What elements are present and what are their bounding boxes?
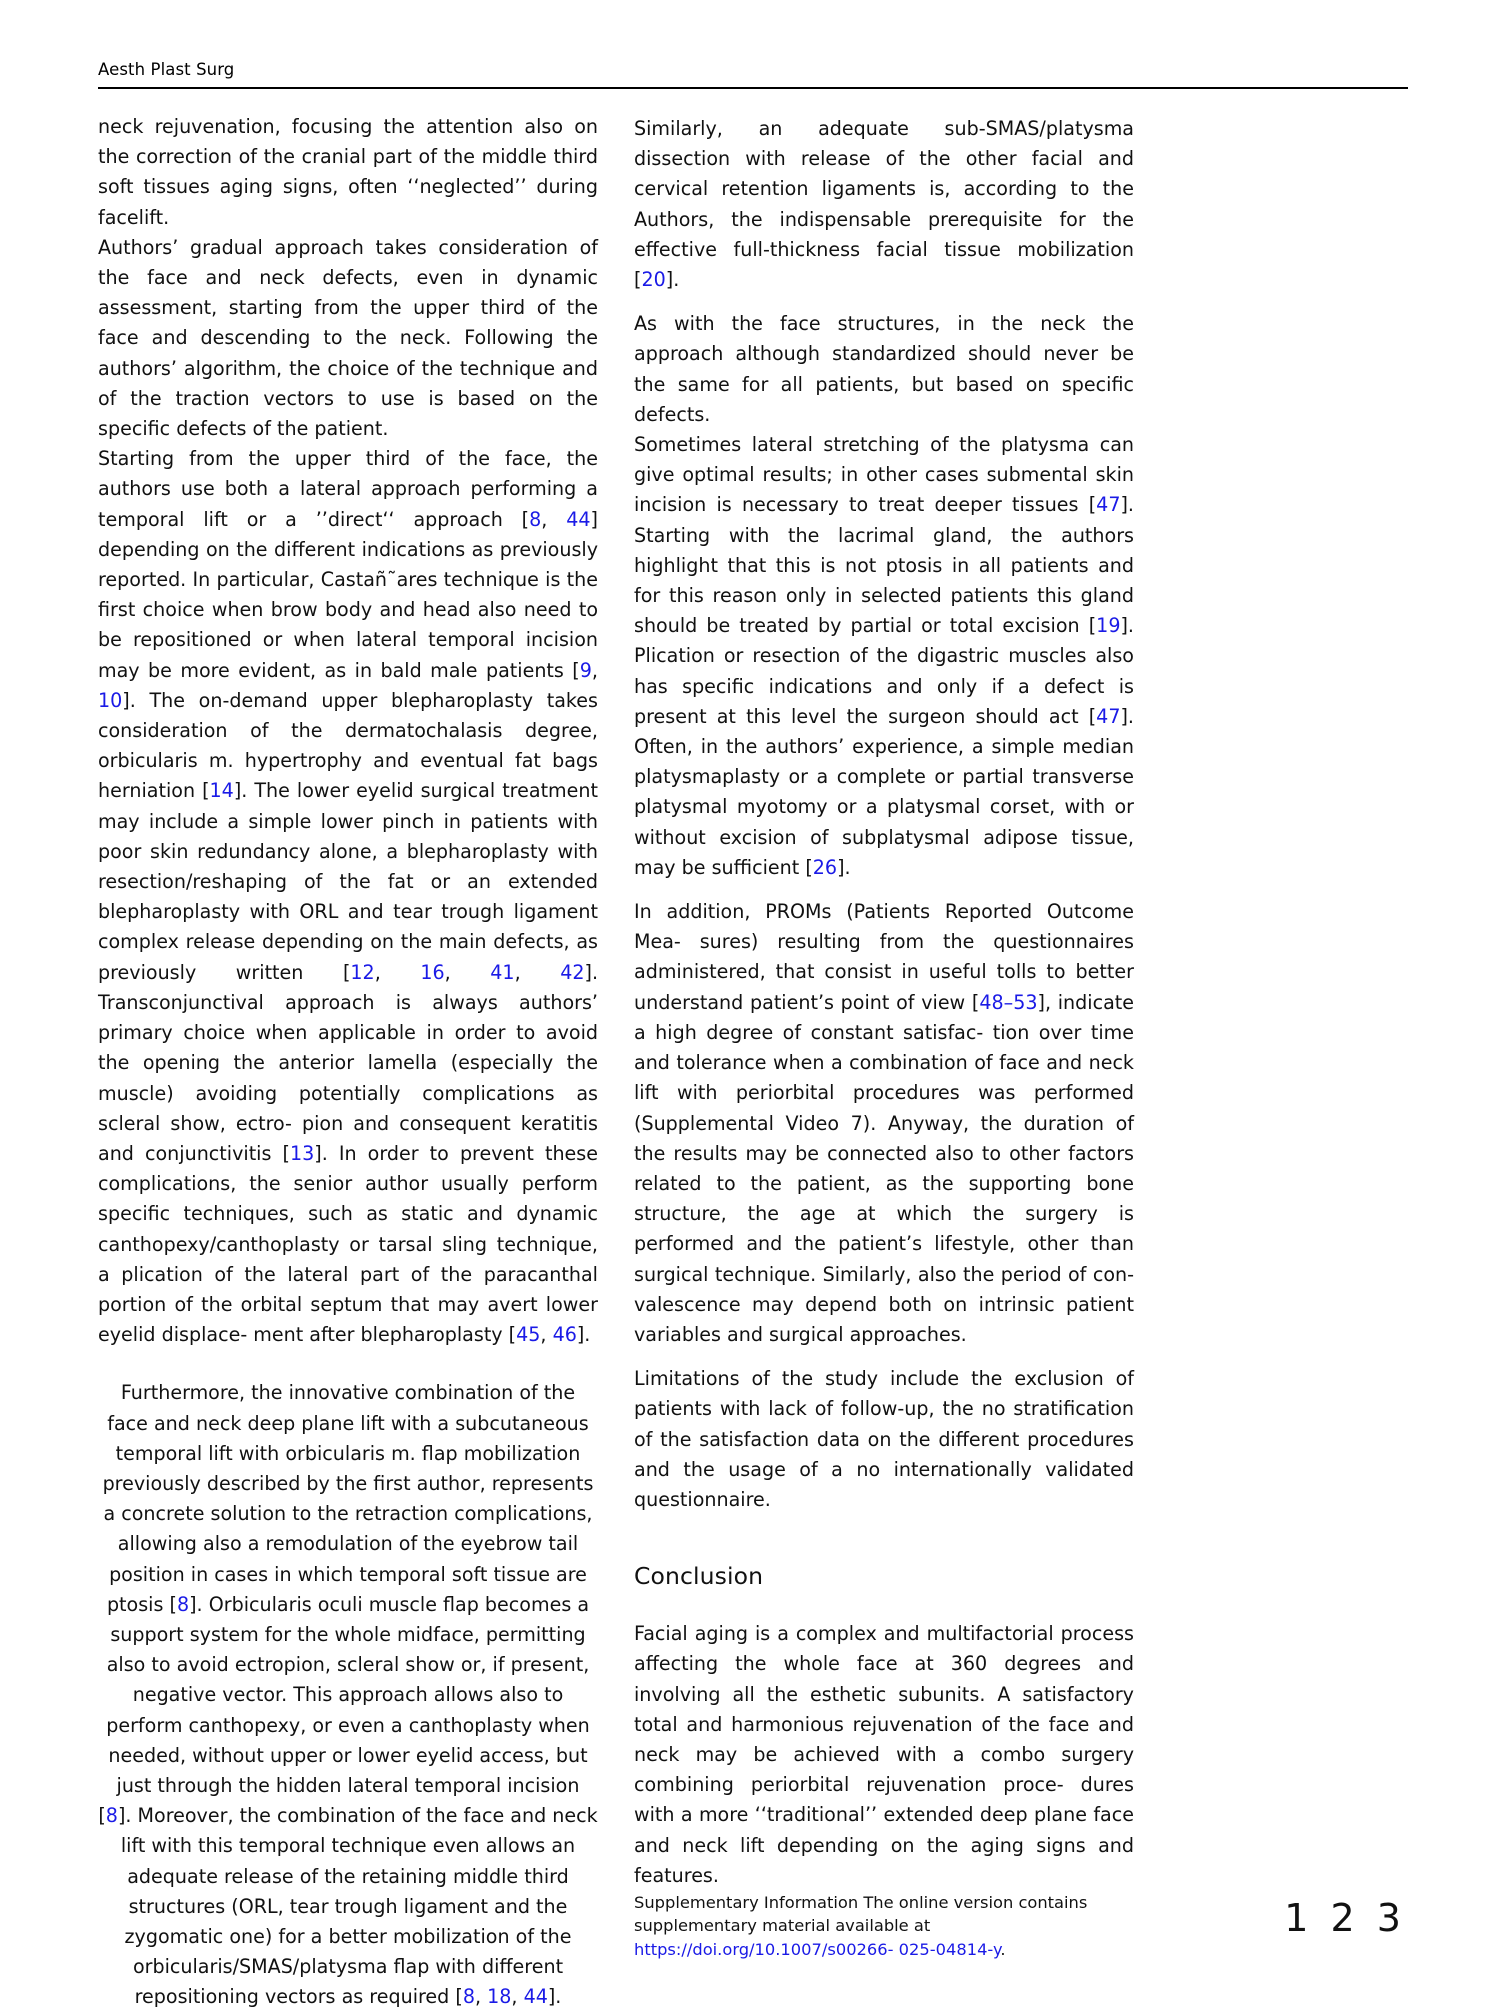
citation-link-47[interactable]: 47 — [1096, 493, 1121, 517]
citation-link-44[interactable]: 44 — [566, 507, 591, 531]
paragraph-left-3 — [98, 444, 598, 1350]
text-run: , — [591, 658, 598, 682]
spacer — [634, 883, 1134, 897]
citation-link-41[interactable]: 41 — [490, 960, 515, 984]
citation-link-16[interactable]: 16 — [420, 960, 445, 984]
text-run: , — [444, 960, 491, 984]
spacer — [98, 1350, 598, 1378]
text-run: ]. — [665, 268, 680, 292]
text-run: , — [511, 1985, 524, 2009]
citation-link-48-53[interactable]: 48–53 — [979, 990, 1038, 1014]
paragraph-left-2: Authors’ gradual approach takes consideration of the face and neck defects, even in dynamic assessment, starting from the upper third of the face and descending to the neck. Following the authors’ algorithm, the choice of the technique and of the traction vectors to use is based on the specific defects of the patient. — [98, 235, 598, 441]
journal-name: Aesth Plast Surg — [98, 60, 235, 79]
paragraph-right-4 — [634, 897, 1134, 1350]
text-run: Supplementary Information The online version contains supplementary material available at — [634, 1892, 1088, 1936]
spacer — [634, 1350, 1134, 1364]
body-columns — [98, 112, 1410, 2013]
text-run: ] depending on the different indications as previously reported. In particular, Castañ˜ares technique is the first choice when brow body and head also need to be repositioned or when lateral temporal incision may be more evident, as in bald male patients [ — [98, 507, 598, 682]
citation-link-9[interactable]: 9 — [579, 658, 592, 682]
citation-link-8d[interactable]: 8 — [462, 1985, 475, 2009]
citation-link-46[interactable]: 46 — [552, 1323, 577, 1347]
spacer — [634, 1591, 1134, 1619]
text-run: ]. — [547, 1985, 562, 2009]
text-run: Furthermore, the innovative combination of the face and neck deep plane lift with a subcutaneous temporal lift with orbicularis m. flap mobilization previously described by the first author, represents a concrete solution to the retraction complications, allowing also a remodulation of the eyebrow tail position in cases in which temporal soft tissue are ptosis [ — [102, 1381, 594, 1616]
text-run: , — [374, 960, 421, 984]
paragraph-right-1 — [634, 114, 1134, 295]
citation-link-18[interactable]: 18 — [487, 1985, 512, 2009]
citation-link-8c[interactable]: 8 — [105, 1804, 118, 1828]
text-run: Starting from the upper third of the face, the authors use both a lateral approach performing a temporal lift or a ’’direct‘‘ approach [ — [98, 447, 598, 531]
text-run: ]. Orbicularis oculi muscle flap becomes a support system for the whole midface, permitting also to avoid ectropion, scleral show or, if present, negative vector. This approach allows also to perform canthopexy, or even a canthoplasty when needed, without upper or lower eyelid access, but just through the hidden lateral temporal incision [ — [98, 1592, 590, 1828]
text-run: . — [1000, 1939, 1006, 1959]
text-run: ]. Moreover, the combination of the face and neck lift with this temporal technique even allows an adequate release of the retaining middle third structures (ORL, tear trough ligament and the zygomatic one) for a better mobilization of the orbicularis/SMAS/platysma flap with different repositioning vectors as required [ — [117, 1804, 598, 2009]
citation-link-12[interactable]: 12 — [350, 960, 375, 984]
text-run: , — [540, 1323, 553, 1347]
paragraph-left-4 — [98, 1378, 598, 2012]
citation-link-13[interactable]: 13 — [289, 1141, 315, 1165]
paragraph-right-5: Limitations of the study include the exclusion of patients with lack of follow-up, the no stratification of the satisfaction data on the different procedures and the usage of a no internationally validated questionnaire. — [634, 1367, 1134, 1511]
text-run: ]. Starting with the lacrimal gland, the authors highlight that this is not ptosis in all patients and for this reason only in selected patients this gland should be treated by partial or total excision [ — [634, 493, 1134, 638]
citation-link-14[interactable]: 14 — [209, 779, 234, 803]
doi-link[interactable]: https://doi.org/10.1007/s00266- 025-04814-y — [634, 1939, 1001, 1959]
text-run: ]. Plication or resection of the digastric muscles also has specific indications and only if a defect is present at this level the surgeon should act [ — [634, 614, 1134, 728]
running-head — [98, 60, 1408, 89]
paragraph-right-2: As with the face structures, in the neck the approach although standardized should never be the same for all patients, but based on specific defects. — [634, 312, 1134, 426]
text-run: , — [474, 1985, 488, 2009]
text-run: ]. The lower eyelid surgical treatment may include a simple lower pinch in patients with poor skin redundancy alone, a blepharoplasty with resection/reshaping of the fat or an extended blepharoplasty with ORL and tear trough ligament complex release depending on the main defects, as previously written [ — [98, 779, 598, 984]
text-run: , — [514, 960, 561, 984]
citation-link-10[interactable]: 10 — [98, 688, 123, 712]
right-column — [634, 112, 1134, 2013]
section-heading-conclusion: Conclusion — [634, 1562, 764, 1591]
left-column — [98, 112, 598, 2013]
page-number: 1 2 3 — [1284, 1896, 1406, 1940]
text-run: ]. Transconjunctival approach is always authors’ primary choice when applicable in order to avoid the opening the anterior lamella (especially the muscle) avoiding potentially complications as scleral show, ectro- pion and consequent keratitis and conjunctivitis [ — [98, 960, 599, 1165]
text-run: ]. Often, in the authors’ experience, a simple median platysmaplasty or a complete or partial transverse platysmal myotomy or a platysmal corset, with or without excision of subplatysmal adipose tissue, may be sufficient [ — [634, 704, 1134, 879]
text-run: ]. In order to prevent these complications, the senior author usually perform specific techniques, such as static and dynamic canthopexy/canthoplasty or tarsal sling technique, a plication of the lateral part of the paracanthal portion of the orbital septum that may avert lower eyelid displace- ment after blepharoplasty [ — [98, 1141, 598, 1347]
text-run: , — [541, 507, 567, 531]
paragraph-right-3 — [634, 430, 1134, 883]
paragraph-left-1: neck rejuvenation, focusing the attention also on the correction of the cranial part of the middle third soft tissues aging signs, often ‘‘neglected’’ during facelift. — [98, 115, 598, 229]
citation-link-20[interactable]: 20 — [641, 268, 666, 292]
text-run: Similarly, an adequate sub-SMAS/platysma dissection with release of the other facial and cervical retention ligaments is, according to the Authors, the indispensable prerequisite for the effective full-thickness facial tissue mobilization [ — [634, 117, 1134, 292]
citation-link-42[interactable]: 42 — [560, 960, 585, 984]
citation-link-45[interactable]: 45 — [516, 1323, 541, 1347]
text-run: ]. — [576, 1323, 591, 1347]
header-divider — [98, 87, 1408, 89]
spacer — [634, 295, 1134, 309]
text-run: ]. — [837, 855, 851, 879]
citation-link-47b[interactable]: 47 — [1096, 704, 1121, 728]
text-run: ]. The on-demand upper blepharoplasty takes consideration of the dermatochalasis degree, orbicularis m. hypertrophy and eventual fat bags herniation [ — [98, 688, 598, 803]
citation-link-44b[interactable]: 44 — [523, 1985, 548, 2009]
spacer — [634, 1515, 1134, 1561]
text-run: In addition, PROMs (Patients Reported Outcome Mea- sures) resulting from the questionnaires administered, that consist in useful tolls to better understand patient’s point of view [ — [634, 900, 1134, 1014]
citation-link-8b[interactable]: 8 — [176, 1592, 190, 1616]
supplementary-information — [634, 1891, 1134, 1962]
citation-link-19[interactable]: 19 — [1096, 614, 1121, 638]
text-run: Sometimes lateral stretching of the platysma can give optimal results; in other cases submental skin incision is necessary to treat deeper tissues [ — [634, 433, 1134, 517]
text-run: ], indicate a high degree of constant satisfac- tion over time and tolerance when a combination of face and neck lift with periorbital procedures was performed (Supplemental Video 7). Anyway, the duration of the results may be connected also to other factors related to the patient, as the supporting bone structure, the age at which the surgery is performed and the patient’s lifestyle, other than surgical technique. Similarly, also the period of con- valescence may depend both on intrinsic patient variables and surgical approaches. — [634, 990, 1134, 1346]
citation-link-8[interactable]: 8 — [529, 507, 542, 531]
paragraph-conclusion-body: Facial aging is a complex and multifactorial process affecting the whole face at 360 degrees and involving all the esthetic subunits. A satisfactory total and harmonious rejuvenation of the face and neck may be achieved with a combo surgery combining periorbital rejuvenation proce- dures with a more ‘‘traditional’’ extended deep plane face and neck lift depending on the aging signs and features. — [634, 1622, 1134, 1887]
citation-link-26[interactable]: 26 — [812, 855, 838, 879]
